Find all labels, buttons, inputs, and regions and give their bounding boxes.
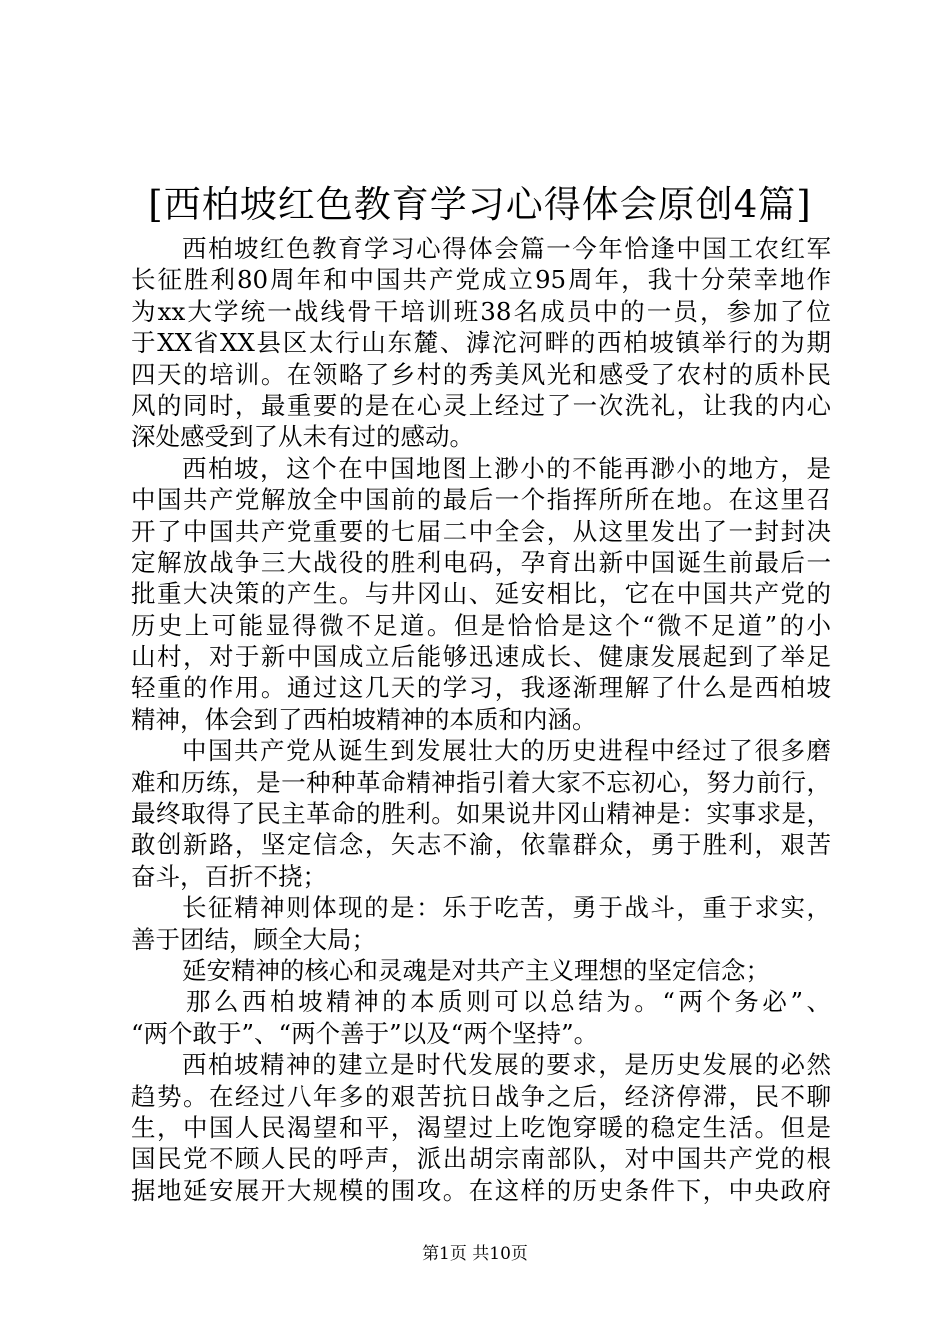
body-text-line: 趋势。在经过八年多的艰苦抗日战争之后，经济停滞，民不聊 <box>131 1081 831 1111</box>
body-text-line: 善于团结，顾全大局； <box>131 924 376 954</box>
body-text-line: 长征精神则体现的是：乐于吃苦，勇于战斗，重于求实， <box>182 893 831 923</box>
body-text-line: 开了中国共产党重要的七届二中全会，从这里发出了一封封决 <box>131 516 831 546</box>
body-text-line: 中国共产党从诞生到发展壮大的历史进程中经过了很多磨 <box>182 736 831 766</box>
body-text-line: 精神，体会到了西柏坡精神的本质和内涵。 <box>131 704 597 734</box>
document-body <box>131 233 831 1206</box>
page-footer: 第1页 共10页 <box>422 1244 528 1264</box>
body-text-line: 西柏坡精神的建立是时代发展的要求，是历史发展的必然 <box>182 1050 831 1080</box>
body-text-line: 批重大决策的产生。与井冈山、延安相比，它在中国共产党的 <box>131 579 831 609</box>
body-text-line: 定解放战争三大战役的胜利电码，孕育出新中国诞生前最后一 <box>131 547 831 577</box>
body-text-line: 深处感受到了从未有过的感动。 <box>131 422 474 452</box>
body-text-line: 西柏坡，这个在中国地图上渺小的不能再渺小的地方，是 <box>182 453 831 483</box>
body-text-line: 风的同时，最重要的是在心灵上经过了一次洗礼，让我的内心 <box>131 390 831 420</box>
body-text-line: 历史上可能显得微不足道。但是恰恰是这个“微不足道”的小 <box>131 610 831 640</box>
body-text-line: 难和历练，是一种种革命精神指引着大家不忘初心，努力前行， <box>131 767 831 797</box>
body-text-line: 轻重的作用。通过这几天的学习，我逐渐理解了什么是西柏坡 <box>131 673 831 703</box>
body-text-line: 为xx大学统一战线骨干培训班38名成员中的一员，参加了位 <box>131 296 831 326</box>
body-text-line: 奋斗，百折不挠； <box>131 861 327 891</box>
body-text-line: 生，中国人民渴望和平，渴望过上吃饱穿暖的稳定生活。但是 <box>131 1112 831 1142</box>
body-text-line: 西柏坡红色教育学习心得体会篇一今年恰逢中国工农红军 <box>182 234 831 263</box>
document-title: [西柏坡红色教育学习心得体会原创4篇] <box>148 183 812 226</box>
body-text-line: “两个敢于”、“两个善于”以及“两个坚持”。 <box>131 1018 599 1048</box>
body-text-line: 四天的培训。在领略了乡村的秀美风光和感受了农村的质朴民 <box>131 359 831 389</box>
body-text-line: 延安精神的核心和灵魂是对共产主义理想的坚定信念； <box>182 955 770 985</box>
body-text-line: 山村，对于新中国成立后能够迅速成长、健康发展起到了举足 <box>131 642 831 672</box>
body-text-line: 最终取得了民主革命的胜利。如果说井冈山精神是：实事求是， <box>131 799 831 829</box>
body-text-line: 于XX省XX县区太行山东麓、滹沱河畔的西柏坡镇举行的为期 <box>131 328 831 358</box>
body-text-line: 敢创新路，坚定信念，矢志不渝，依靠群众，勇于胜利，艰苦 <box>131 830 831 860</box>
body-text-line: 那么西柏坡精神的本质则可以总结为。“两个务必”、 <box>186 987 831 1017</box>
body-text-line: 长征胜利80周年和中国共产党成立95周年，我十分荣幸地作 <box>131 265 831 295</box>
body-text-line: 据地延安展开大规模的围攻。在这样的历史条件下，中央政府 <box>131 1175 831 1205</box>
body-text-line: 中国共产党解放全中国前的最后一个指挥所所在地。在这里召 <box>131 485 831 515</box>
body-text-line: 国民党不顾人民的呼声，派出胡宗南部队，对中国共产党的根 <box>131 1144 831 1174</box>
